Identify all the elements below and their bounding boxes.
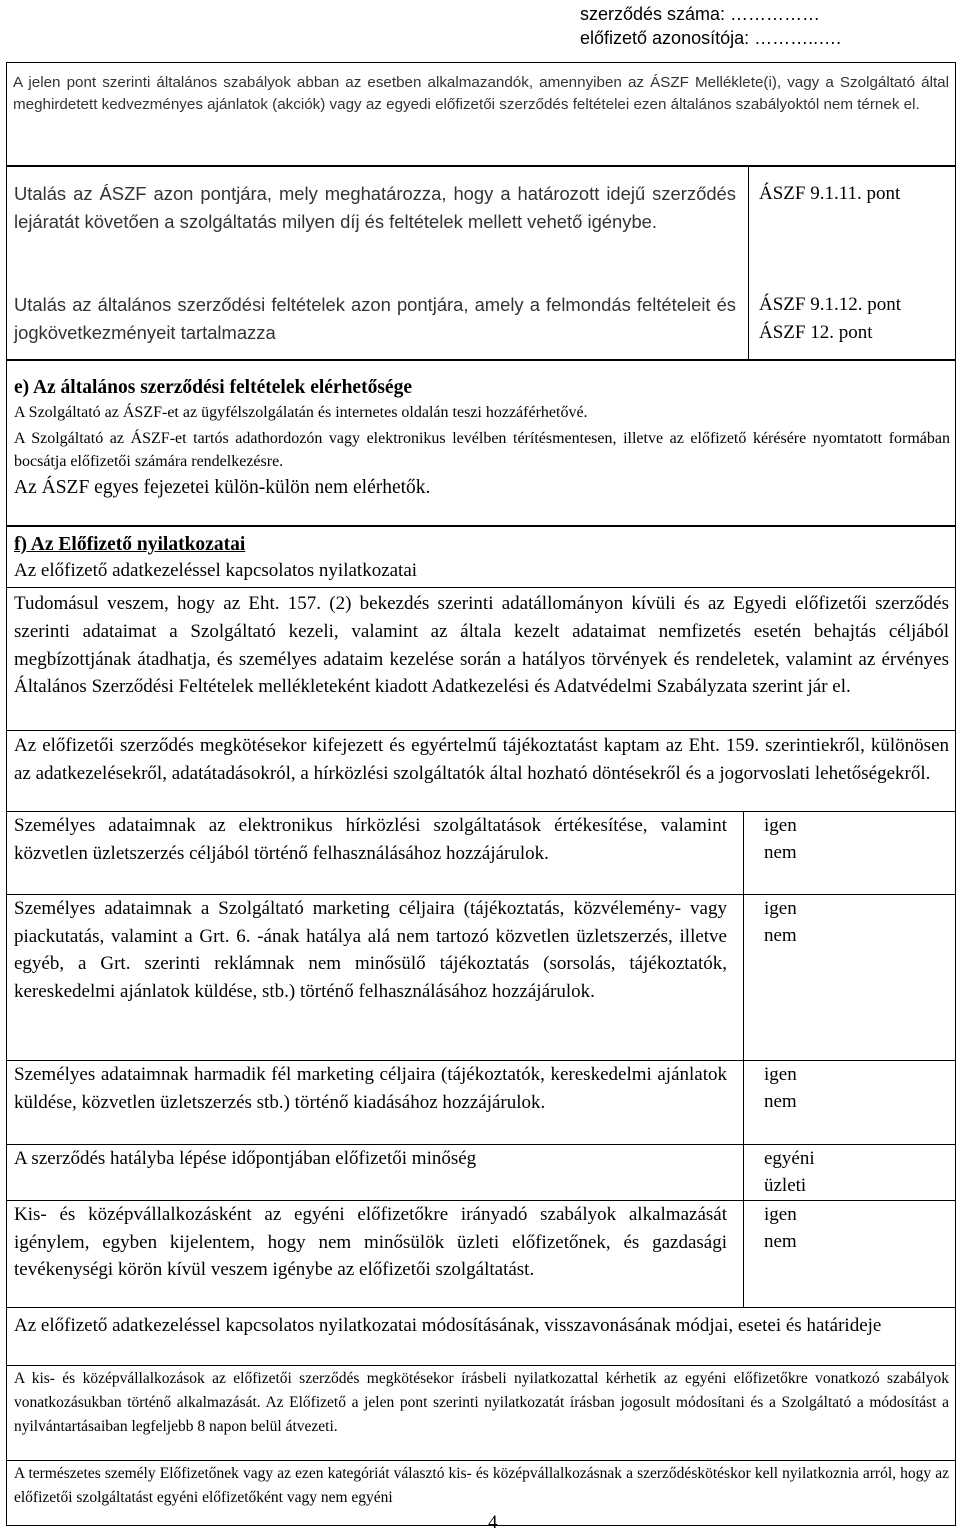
subscriber-quality-individual[interactable]: egyéni (764, 1148, 815, 1169)
section-e-paragraph-3: Az ÁSZF egyes fejezetei külön-külön nem elérhetők. (14, 477, 431, 498)
consent-text-2: Személyes adataimnak a Szolgáltató marketing céljaira (tájékoztatás, közvélemény- vagy piackutatás, valamint a Grt. 6. -ának hatálya alá nem tartozó közvetlen üzletszerzés, illetve egyéb, a Grt. szerinti reklámnak nem minősülő tájékoztatás (sorsolás, tájékoztatók, kereskedelmi ajánlatok küldése, stb.) történő felhasználásához hozzájárulok. (14, 898, 727, 1002)
modification-text: A kis- és középvállalkozások az előfizetői szerződés megkötésekor írásbeli nyilatkozattal kérhetik az egyéni előfizetőkre vonatkozó szabályok vonatkozásukban történő alkalmazását. Az Előfizető a jelen pont szerinti nyilatkozatát írásban jogosult módosítani és a Szolgáltató a módosítást a nyilvántartásaiban legfeljebb 8 napon belül átvezeti. (14, 1370, 949, 1435)
consent-option-2-yes[interactable]: igen (764, 898, 797, 919)
subscriber-id-label: előfizető azonosítója: ………..…. (580, 28, 842, 48)
modification-title: Az előfizető adatkezeléssel kapcsolatos nyilatkozatai módosításának, visszavonásának módjai, esetei és határideje (14, 1315, 882, 1336)
natural-person-text: A természetes személy Előfizetőnek vagy az ezen kategóriát választó kis- és középvállalkozásnak a szerződéskötéskor kell nyilatkoznia arról, hogy az előfizetői szolgáltatást egyéni előfizetőként vagy nem egyéni (14, 1465, 949, 1506)
section-e (6, 360, 956, 526)
section-e-title: e) Az általános szerződési feltételek elérhetősége (14, 377, 412, 398)
consent-option-3-yes[interactable]: igen (764, 1064, 797, 1085)
section-f-subtitle: Az előfizető adatkezeléssel kapcsolatos nyilatkozatai (14, 560, 418, 581)
header-contract-info (580, 2, 841, 50)
consent-option-3-no[interactable]: nem (764, 1091, 797, 1112)
page-number: 4 (488, 1512, 498, 1533)
intro-text: A jelen pont szerinti általános szabályok abban az esetben alkalmazandók, amennyiben az ÁSZF Melléklete(i), vagy a Szolgáltató által meghirdetett kedvezményes ajánlatok (akciók) vagy az egyedi előfizetői szerződés feltételei ezen általános szabályoktól nem térnek el. (13, 74, 949, 113)
intro-box (6, 62, 956, 166)
reference-text-2: Utalás az általános szerződési feltételek azon pontjára, amely a felmondás feltételeit és jogkövetkezményeit tartalmazza (14, 294, 736, 343)
consent-option-5-yes[interactable]: igen (764, 1204, 797, 1225)
acknowledgement-paragraph: Tudomásul veszem, hogy az Eht. 157. (2) bekezdés szerinti adatállományon kívüli és az Egyedi előfizetői szerződés szerinti adataimat a Szolgáltató kezeli, valamint az általa kezelt adataimat nemfizetés esetén behajtás céljából megbízottjának átadhatja, és személyes adataim kezelése során a hatályos törvények és rendeletek, valamint az érvényes Általános Szerződési Feltételek mellékleteként kiadott Adatkezelési és Adatvédelmi Szabályzata szerint jár el. (14, 593, 949, 698)
information-paragraph: Az előfizetői szerződés megkötésekor kifejezett és egyértelmű tájékoztatást kaptam az Eht. 159. szerintiekről, különösen az adatkezelésekről, adatátadásokról, a hírközlési szolgáltatók által hozható döntésekről és a jogorvoslati lehetőségekről. (14, 735, 949, 784)
section-f (6, 526, 956, 1526)
consent-text-3: Személyes adataimnak harmadik fél marketing céljaira (tájékoztatók, kereskedelmi ajánlatok küldése, közvetlen üzletszerzés stb.) történő kiadásához hozzájárulok. (14, 1064, 727, 1113)
section-e-paragraph-2: A Szolgáltató az ÁSZF-et tartós adathordozón vagy elektronikus levélben térítésmentesen, illetve az előfizető kérésére nyomtatott formában bocsátja előfizetői számára rendelkezésre. (14, 430, 950, 470)
consent-option-1-yes[interactable]: igen (764, 815, 797, 836)
section-f-title: f) Az Előfizető nyilatkozatai (14, 534, 246, 555)
consent-option-5-no[interactable]: nem (764, 1231, 797, 1252)
reference-code-1: ÁSZF 9.1.11. pont (759, 183, 901, 204)
consent-text-5: Kis- és középvállalkozásként az egyéni előfizetőkre irányadó szabályok alkalmazását igénylem, egyben kijelentem, hogy nem minősülök üzleti előfizetőnek, és gazdasági tevékenységi körön kívül veszem igénybe az előfizetői szolgáltatást. (14, 1204, 727, 1281)
contract-number-label: szerződés száma: …………… (580, 4, 821, 24)
reference-table (6, 166, 956, 360)
reference-text-1: Utalás az ÁSZF azon pontjára, mely meghatározza, hogy a határozott idejű szerződés lejáratát követően a szolgáltatás milyen díj és feltételek mellett vehető igénybe. (14, 183, 736, 232)
section-e-paragraph-1: A Szolgáltató az ÁSZF-et az ügyfélszolgálatán és internetes oldalán teszi hozzáférhetővé. (14, 404, 588, 421)
consent-text-1: Személyes adataimnak az elektronikus hírközlési szolgáltatások értékesítése, valamint közvetlen üzletszerzés céljából történő felhasználásához hozzájárulok. (14, 815, 727, 864)
subscriber-quality-text: A szerződés hatályba lépése időpontjában előfizetői minőség (14, 1148, 477, 1169)
subscriber-quality-business[interactable]: üzleti (764, 1175, 807, 1196)
reference-code-2: ÁSZF 9.1.12. pont ÁSZF 12. pont (759, 294, 901, 343)
consent-option-2-no[interactable]: nem (764, 925, 797, 946)
consent-option-1-no[interactable]: nem (764, 842, 797, 863)
